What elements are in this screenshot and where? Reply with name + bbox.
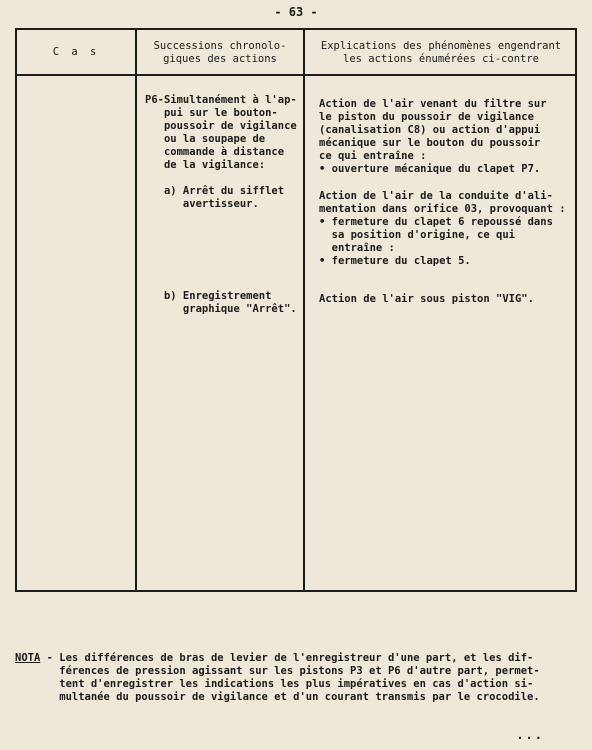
continuation-marker: ...	[516, 728, 544, 742]
page-number: - 63 -	[274, 5, 318, 19]
action-a: a) Arrêt du sifflet avertisseur.	[163, 185, 285, 210]
explanation-b: Action de l'air sous piston "VIG".	[319, 293, 534, 305]
header-explications: Explications des phénomènes engendrant les actions énumérées ci-contre	[320, 40, 562, 65]
action-b: b) Enregistrement graphique "Arrêt".	[163, 290, 297, 315]
action-p6: P6-Simultanément à l'ap- pui sur le bouton- poussoir de vigilance ou la soupape de commande à distance de la vigilance:	[145, 94, 297, 171]
column-divider	[303, 30, 305, 590]
column-divider	[135, 30, 137, 590]
nota-paragraph	[15, 652, 575, 704]
procedure-table	[15, 28, 577, 592]
header-divider	[17, 74, 575, 76]
nota-text: - Les différences de bras de levier de l'enregistreur d'une part, et les dif- férences de pression agissant sur les pistons P3 et P6 d'autre part, permet- tent d'enregistrer les indications les plus impératives en cas d'action si- multanée du poussoir de vigilance et d'un courant transmis par le crocodile.	[46, 652, 540, 703]
nota-label: NOTA	[15, 652, 41, 664]
header-cas: C a s	[52, 46, 100, 58]
header-successions: Successions chronolo- giques des actions	[153, 40, 287, 65]
explanation-p6: Action de l'air venant du filtre sur le piston du poussoir de vigilance (canalisation C8) ou action d'appui mécanique sur le bouton du poussoir ce qui entraîne : • ouverture mécanique du clapet P7.	[319, 98, 547, 175]
explanation-a: Action de l'air de la conduite d'ali- mentation dans orifice 03, provoquant : • fermeture du clapet 6 repoussé dans sa position d'origine, ce qui entraîne : • fermeture du clapet 5.	[319, 190, 566, 267]
